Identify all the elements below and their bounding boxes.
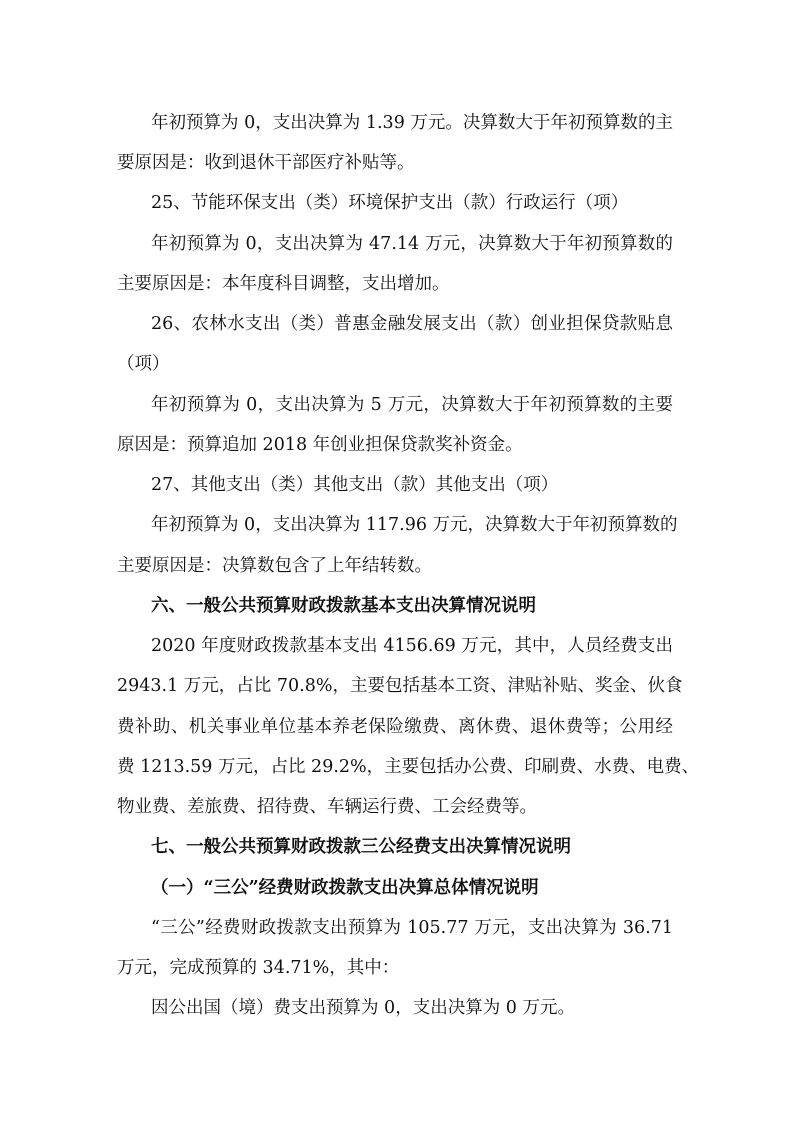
- item-heading-25: 25、节能环保支出（类）环境保护支出（款）行政运行（项）: [151, 193, 629, 213]
- paragraph-line: 因公出国（境）费支出预算为 0，支出决算为 0 万元。: [151, 998, 575, 1018]
- item-heading-26-cont: （项）: [117, 354, 170, 374]
- paragraph-line: “三公”经费财政拨款支出预算为 105.77 万元，支出决算为 36.71: [151, 918, 673, 938]
- paragraph-line: 年初预算为 0，支出决算为 117.96 万元，决算数大于年初预算数的: [151, 515, 678, 535]
- paragraph-line: 万元，完成预算的 34.71%，其中：: [117, 958, 400, 978]
- paragraph-line: 主要原因是：决算数包含了上年结转数。: [117, 556, 432, 576]
- paragraph-line: 2020 年度财政拨款基本支出 4156.69 万元，其中，人员经费支出: [151, 636, 673, 656]
- paragraph-line: 费 1213.59 万元，占比 29.2%，主要包括办公费、印刷费、水费、电费、: [117, 757, 700, 777]
- paragraph-line: 年初预算为 0，支出决算为 5 万元，决算数大于年初预算数的主要: [151, 395, 673, 415]
- paragraph-line: 费补助、机关事业单位基本养老保险缴费、离休费、退休费等；公用经: [117, 717, 673, 737]
- paragraph-line: 主要原因是：本年度科目调整，支出增加。: [117, 274, 450, 294]
- paragraph-line: 2943.1 万元，占比 70.8%，主要包括基本工资、津贴补贴、奖金、伙食: [117, 676, 683, 696]
- item-heading-26: 26、农林水支出（类）普惠金融发展支出（款）创业担保贷款贴息: [151, 314, 673, 334]
- paragraph-line: 年初预算为 0，支出决算为 1.39 万元。决算数大于年初预算数的主: [151, 113, 673, 133]
- paragraph-line: 原因是：预算追加 2018 年创业担保贷款奖补资金。: [117, 435, 523, 455]
- paragraph-line: 年初预算为 0，支出决算为 47.14 万元，决算数大于年初预算数的: [151, 234, 673, 254]
- section-heading-7: 七、一般公共预算财政拨款三公经费支出决算情况说明: [151, 837, 571, 857]
- paragraph-line: 物业费、差旅费、招待费、车辆运行费、工会经费等。: [117, 797, 537, 817]
- section-heading-6: 六、一般公共预算财政拨款基本支出决算情况说明: [151, 596, 536, 616]
- item-heading-27: 27、其他支出（类）其他支出（款）其他支出（项）: [151, 475, 559, 495]
- paragraph-line: 要原因是：收到退休干部医疗补贴等。: [117, 153, 415, 173]
- subsection-heading-1: （一）“三公”经费财政拨款支出决算总体情况说明: [151, 878, 539, 898]
